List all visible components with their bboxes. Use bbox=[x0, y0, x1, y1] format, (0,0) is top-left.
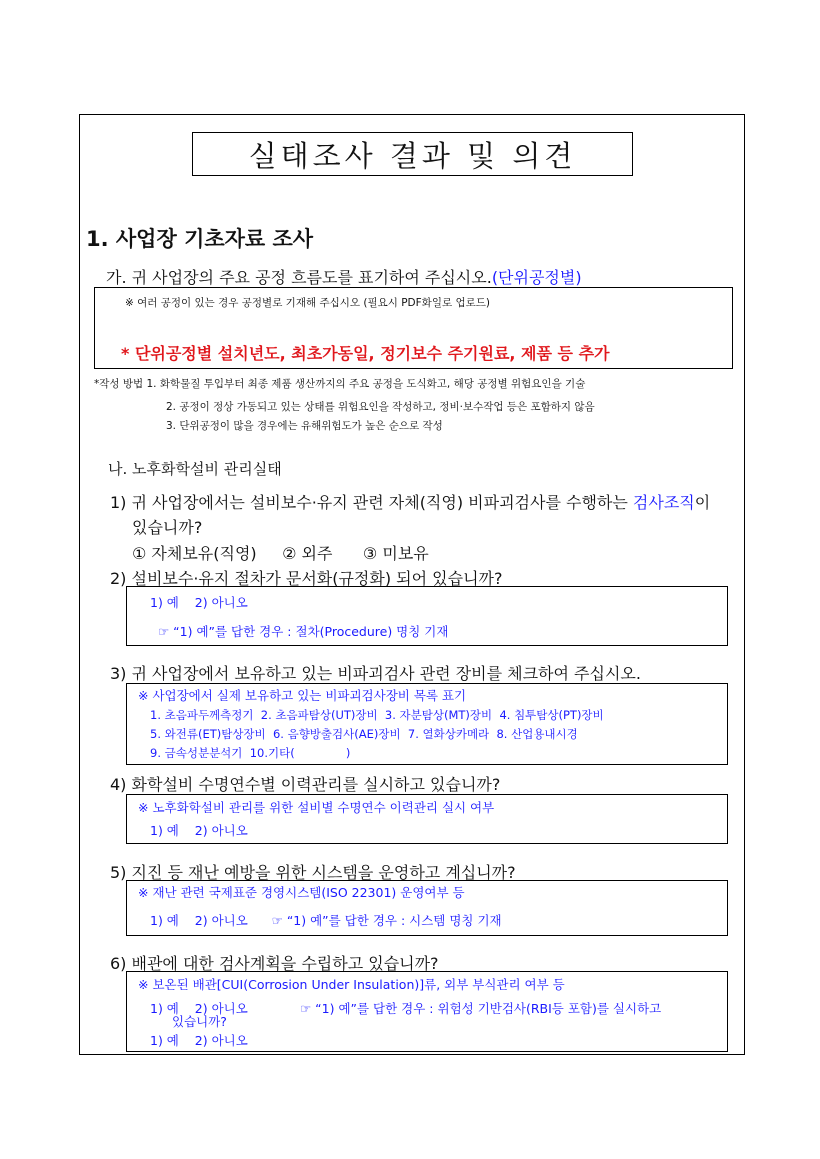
question-ga: 가. 귀 사업장의 주요 공정 흐름도를 표기하여 주십시오.(단위공정별) bbox=[106, 268, 582, 287]
question-6-options-b[interactable]: 1) 예 2) 아니오 bbox=[150, 1033, 248, 1048]
subsection-heading: 나. 노후화학설비 관리실태 bbox=[108, 460, 282, 478]
question-3-note: ※ 사업장에서 실제 보유하고 있는 비파괴검사장비 목록 표기 bbox=[138, 688, 467, 703]
method-line-1: *작성 방법 1. 화학물질 투입부터 최종 제품 생산까지의 주요 공정을 도식화고, 해당 공정별 위험요인을 기술 bbox=[94, 378, 586, 390]
question-2-instruction: ☞ “1) 예”를 답한 경우 : 절차(Procedure) 명칭 기재 bbox=[158, 624, 449, 639]
question-6-options-a[interactable]: 1) 예 2) 아니오 bbox=[150, 1001, 248, 1016]
question-2: 2) 설비보수·유지 절차가 문서화(규정화) 되어 있습니까? bbox=[110, 569, 503, 588]
page-title: 실태조사 결과 및 의견 bbox=[192, 132, 633, 176]
question-4: 4) 화학설비 수명연수별 이력관리를 실시하고 있습니까? bbox=[110, 775, 501, 794]
question-5: 5) 지진 등 재난 예방을 위한 시스템을 운영하고 계십니까? bbox=[110, 863, 516, 882]
question-5-note: ※ 재난 관련 국제표준 경영시스템(ISO 22301) 운영여부 등 bbox=[138, 885, 465, 900]
process-flow-red-note: * 단위공정별 설치년도, 최초가동일, 정기보수 주기원료, 제품 등 추가 bbox=[121, 344, 610, 363]
method-line-3: 3. 단위공정이 많을 경우에는 유해위험도가 높은 순으로 작성 bbox=[166, 420, 443, 432]
question-1-highlight: 검사조직 bbox=[632, 493, 695, 512]
question-1: 1) 귀 사업장에서는 설비보수·유지 관련 자체(직영) 비파괴검사를 수행하는 검사조직이 bbox=[110, 493, 711, 512]
equipment-list-line-2[interactable]: 5. 와전류(ET)탐상장비 6. 음향방출검사(AE)장비 7. 열화상카메라 8. 산업용내시경 bbox=[150, 727, 578, 741]
question-6: 6) 배관에 대한 검사계획을 수립하고 있습니까? bbox=[110, 954, 439, 973]
method-line-2: 2. 공정이 정상 가동되고 있는 상태를 위험요인을 작성하고, 정비·보수작업 등은 포함하지 않음 bbox=[166, 401, 595, 413]
question-1-options[interactable]: ① 자체보유(직영) ② 외주 ③ 미보유 bbox=[132, 544, 429, 563]
question-4-options[interactable]: 1) 예 2) 아니오 bbox=[150, 823, 248, 838]
question-6-instruction: ☞ “1) 예”를 답한 경우 : 위험성 기반검사(RBI등 포함)를 실시하고 bbox=[300, 1001, 662, 1016]
question-ga-highlight: (단위공정별) bbox=[491, 268, 582, 287]
section-heading: 1. 사업장 기초자료 조사 bbox=[86, 227, 314, 251]
question-6-note: ※ 보온된 배관[CUI(Corrosion Under Insulation)]류, 외부 부식관리 여부 등 bbox=[138, 977, 565, 992]
equipment-list-line-3[interactable]: 9. 금속성분분석기 10.기타( ) bbox=[150, 746, 351, 760]
question-1-line2: 있습니까? bbox=[132, 518, 203, 537]
question-5-options[interactable]: 1) 예 2) 아니오 ☞ “1) 예”를 답한 경우 : 시스템 명칭 기재 bbox=[150, 913, 502, 928]
question-2-options[interactable]: 1) 예 2) 아니오 bbox=[150, 595, 248, 610]
equipment-list-line-1[interactable]: 1. 초음파두께측정기 2. 초음파탐상(UT)장비 3. 자분탐상(MT)장비 4. 침투탐상(PT)장비 bbox=[150, 708, 604, 722]
question-6-instruction-line2: 있습니까? bbox=[172, 1014, 227, 1029]
process-flow-note: ※ 여러 공정이 있는 경우 공정별로 기재해 주십시오 (필요시 PDF화일로 업로드) bbox=[125, 297, 490, 309]
question-4-note: ※ 노후화학설비 관리를 위한 설비별 수명연수 이력관리 실시 여부 bbox=[138, 800, 495, 815]
question-3: 3) 귀 사업장에서 보유하고 있는 비파괴검사 관련 장비를 체크하여 주십시오. bbox=[110, 664, 641, 683]
